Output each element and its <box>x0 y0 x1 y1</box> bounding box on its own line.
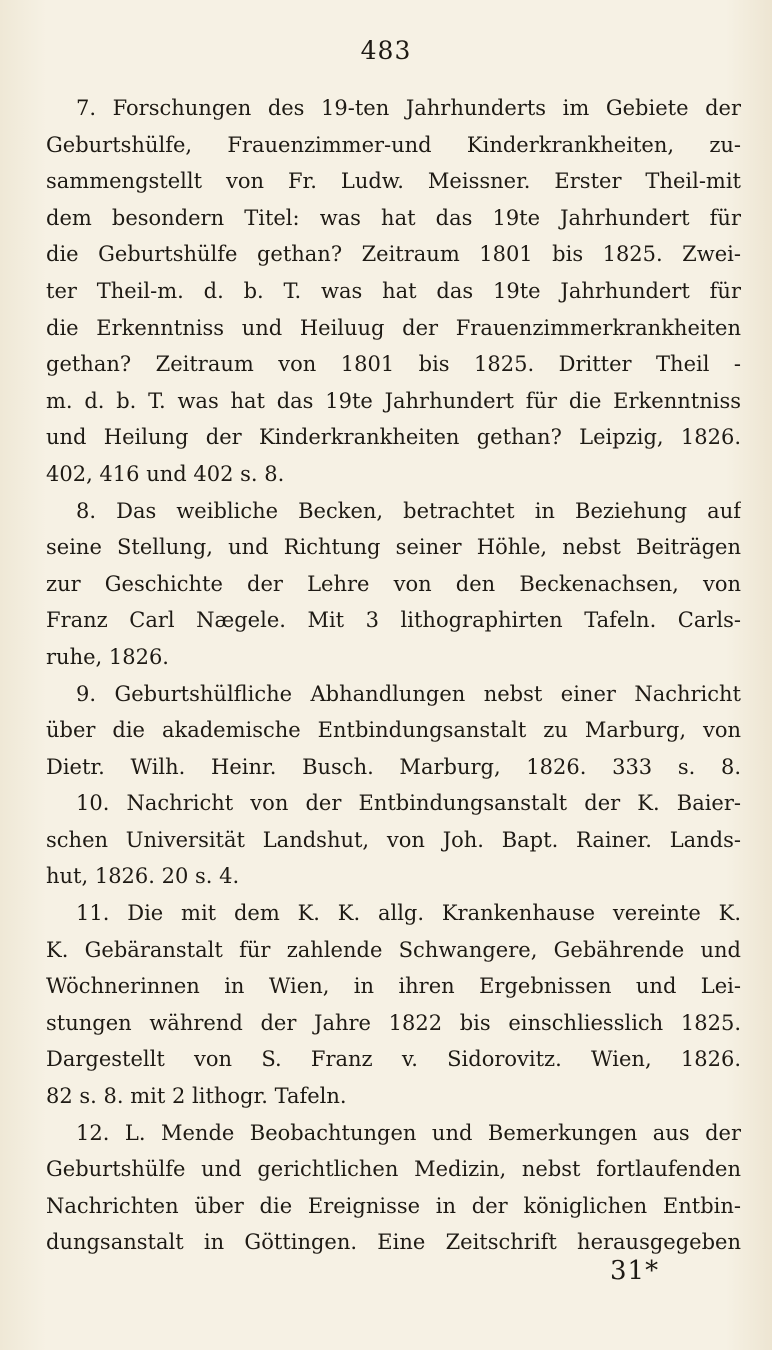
text-line: 12. L. Mende Beobachtungen und Bemerkungen aus der <box>76 1120 741 1145</box>
page-number: 483 <box>360 36 412 65</box>
text-line: stungen während der Jahre 1822 bis einschliesslich 1825. <box>46 1010 741 1035</box>
text-line: Geburtshülfe, Frauenzimmer-und Kinderkrankheiten, zu- <box>46 132 741 157</box>
text-line: 8. Das weibliche Becken, betrachtet in Beziehung auf <box>76 498 741 523</box>
text-line: 11. Die mit dem K. K. allg. Krankenhause vereinte K. <box>76 901 741 926</box>
text-line: 402, 416 und 402 s. 8. <box>46 461 285 486</box>
text-line: Dietr. Wilh. Heinr. Busch. Marburg, 1826. 333 s. 8. <box>46 754 741 779</box>
text-line: 7. Forschungen des 19-ten Jahrhunderts im Gebiete der <box>76 96 741 120</box>
text-line: 82 s. 8. mit 2 lithogr. Tafeln. <box>46 1084 347 1109</box>
text-line: Franz Carl Nægele. Mit 3 lithographirten Tafeln. Carls- <box>46 608 741 633</box>
text-line: schen Universität Landshut, von Joh. Bapt. Rainer. Lands- <box>46 827 741 852</box>
text-line: über die akademische Entbindungsanstalt zu Marburg, von <box>46 718 741 743</box>
text-line: ter Theil-m. d. b. T. was hat das 19te Jahrhundert für <box>46 278 741 303</box>
text-line: dungsanstalt in Göttingen. Eine Zeitschrift herausgegeben <box>46 1230 741 1255</box>
text-line: hut, 1826. 20 s. 4. <box>46 864 240 889</box>
text-line: ruhe, 1826. <box>46 644 169 669</box>
text-line: gethan? Zeitraum von 1801 bis 1825. Dritter Theil - <box>46 352 741 377</box>
bibliography-entry-8 <box>46 493 741 676</box>
bibliography-entry-12 <box>46 1115 741 1261</box>
text-line: 9. Geburtshülfliche Abhandlungen nebst einer Nachricht <box>76 681 741 706</box>
text-line: Geburtshülfe und gerichtlichen Medizin, nebst fortlaufenden <box>46 1157 741 1182</box>
text-line: seine Stellung, und Richtung seiner Höhle, nebst Beiträgen <box>46 535 741 560</box>
text-line: Nachrichten über die Ereignisse in der königlichen Entbin- <box>46 1193 741 1218</box>
text-line: K. Gebäranstalt für zahlende Schwangere, Gebährende und <box>46 937 741 962</box>
text-line: m. d. b. T. was hat das 19te Jahrhundert für die Erkenntniss <box>46 388 741 413</box>
text-line: zur Geschichte der Lehre von den Beckenachsen, von <box>46 571 741 596</box>
text-line: sammengstellt von Fr. Ludw. Meissner. Erster Theil-mit <box>46 169 741 194</box>
bibliography-entry-11 <box>46 895 741 1115</box>
bibliography-entry-7 <box>46 90 741 493</box>
text-line: 10. Nachricht von der Entbindungsanstalt der K. Baier- <box>76 791 741 816</box>
signature-mark: 31* <box>610 1256 660 1286</box>
text-line: die Erkenntniss und Heiluug der Frauenzimmerkrankheiten <box>46 315 741 340</box>
text-line: Dargestellt von S. Franz v. Sidorovitz. Wien, 1826. <box>46 1047 741 1072</box>
text-line: Wöchnerinnen in Wien, in ihren Ergebnissen und Lei- <box>46 974 741 999</box>
bibliography-list <box>46 90 741 1261</box>
text-line: und Heilung der Kinderkrankheiten gethan? Leipzig, 1826. <box>46 425 741 450</box>
bibliography-entry-9 <box>46 676 741 786</box>
text-line: die Geburtshülfe gethan? Zeitraum 1801 bis 1825. Zwei- <box>46 242 741 267</box>
text-line: dem besondern Titel: was hat das 19te Jahrhundert für <box>46 205 741 230</box>
bibliography-entry-10 <box>46 785 741 895</box>
